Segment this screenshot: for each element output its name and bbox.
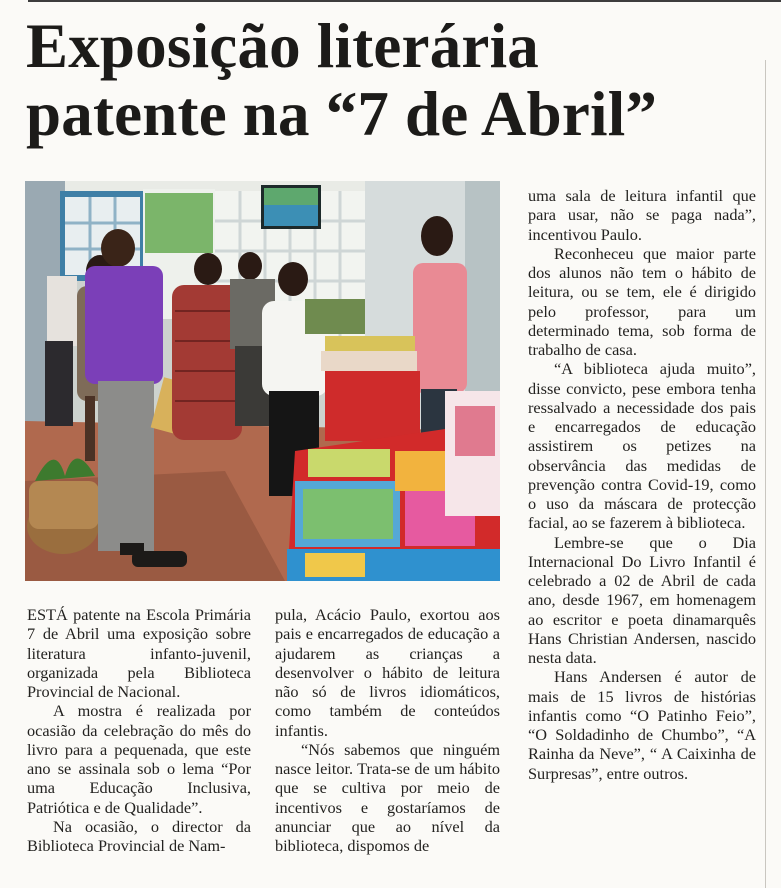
column-rule: [765, 60, 766, 888]
paragraph: ESTÁ patente na Escola Primária 7 de Abril uma exposição sobre literatura infanto-juvenil, organizada pela Biblioteca Provincial de Nacional.: [27, 605, 251, 701]
paragraph: A mostra é realizada por ocasião da celebração do mês do livro para a pequenada, que este ano se assinala sob o lema “Por uma Educação Inclusiva, Patriótica e de Qualidade”.: [27, 701, 251, 817]
headline-line-1: Exposição literária: [26, 11, 539, 81]
paragraph: Hans Andersen é autor de mais de 15 livros de histórias infantis como “O Patinho Feio”, “O Soldadinho de Chumbo”, “A Rainha da Neve”, “ A Caixinha de Surpresas”, entre outros.: [528, 667, 756, 783]
paragraph: Na ocasião, o director da Biblioteca Provincial de Nam-: [27, 816, 251, 855]
paragraph: uma sala de leitura infantil que para usar, não se paga nada”, incentivou Paulo.: [528, 186, 756, 244]
paragraph: Reconheceu que maior parte dos alunos não tem o hábito de leitura, ou se tem, ele é dirigido pelo professor, para um determinado tema, sob forma de trabalho de casa.: [528, 243, 756, 359]
paragraph: pula, Acácio Paulo, exortou aos pais e encarregados de educação a ajudarem as crianças a desenvolver o hábito de leitura não só de livros idiomáticos, como também de conteúdos infantis.: [275, 605, 500, 740]
headline: [26, 12, 766, 148]
article-photo: [25, 181, 500, 581]
paragraph: Lembre-se que o Dia Internacional Do Livro Infantil é celebrado a 02 de Abril de cada ano, desde 1967, em homenagem ao escritor e poeta dinamarquês Hans Christian Andersen, nascido nesta data.: [528, 532, 756, 667]
article-column-3: [528, 186, 756, 783]
paragraph: “A biblioteca ajuda muito”, disse convicto, pese embora tenha ressalvado a necessidade dos pais e encarregados de educação assistirem os petizes na observância das medidas de prevenção contra Covid-19, como o uso da máscara de protecção facial, ao se fazerem à biblioteca.: [528, 359, 756, 533]
article-column-2: [275, 605, 500, 855]
classroom-exhibition-photo: [25, 181, 500, 581]
paragraph: “Nós sabemos que ninguém nasce leitor. Trata-se de um hábito que se cultiva por meio de incentivos e gostaríamos de anunciar que ao nível da biblioteca, dispomos de: [275, 739, 500, 855]
article-column-1: [27, 605, 251, 855]
headline-line-2: patente na “7 de Abril”: [26, 79, 658, 149]
top-rule: [28, 0, 781, 2]
